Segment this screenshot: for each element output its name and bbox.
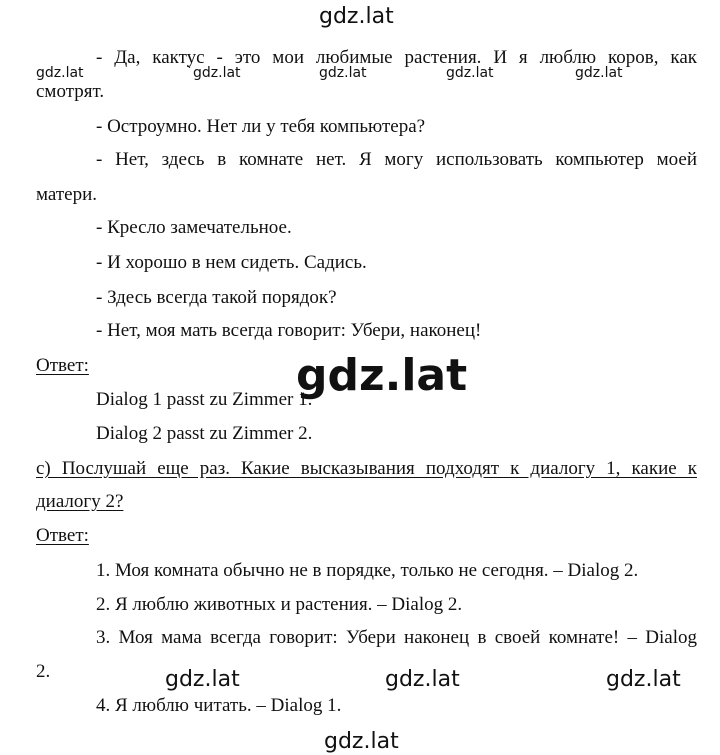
answer-label: Ответ: (36, 355, 89, 376)
dialog-line: - Остроумно. Нет ли у тебя компьютера? (96, 116, 426, 137)
dialog-line-continuation: смотрят. (36, 81, 105, 102)
answer-item: 4. Я люблю читать. – Dialog 1. (96, 695, 342, 716)
watermark-bottom-row: gdz.lat (385, 667, 460, 692)
watermark-small: gdz.lat (446, 65, 494, 81)
answer-item: Dialog 1 passt zu Zimmer 1. (96, 389, 313, 410)
answer-item: 1. Моя комната обычно не в порядке, только не сегодня. – Dialog 2. (96, 560, 639, 581)
answer-item-continuation: 2. (36, 661, 51, 682)
answer-item: 2. Я люблю животных и растения. – Dialog 2. (96, 594, 463, 615)
watermark-bottom: gdz.lat (324, 729, 399, 754)
dialog-line: - Нет, моя мать всегда говорит: Убери, наконец! (96, 320, 482, 341)
answer-label: Ответ: (36, 525, 89, 546)
dialog-line: - Нет, здесь в комнате нет. Я могу использовать компьютер моей (96, 149, 697, 170)
dialog-line: - И хорошо в нем сидеть. Садись. (96, 252, 367, 273)
watermark-small: `gdz.lat (186, 65, 241, 81)
task-heading-continuation: диалогу 2? (36, 491, 124, 512)
watermark-small: gdz.lat (319, 65, 367, 81)
watermark-small: gdz.lat (575, 65, 623, 81)
watermark-bottom-row: gdz.lat (165, 667, 240, 692)
dialog-line-continuation: матери. (36, 184, 97, 205)
watermark-top: gdz.lat (319, 4, 394, 29)
task-heading: с) Послушай еще раз. Какие высказывания подходят к диалогу 1, какие к (36, 458, 697, 479)
watermark-small: gdz.lat (36, 65, 84, 81)
watermark-bottom-row: gdz.lat (606, 667, 681, 692)
answer-item: 3. Моя мама всегда говорит: Убери наконец в своей комнате! – Dialog (96, 627, 697, 648)
dialog-line: - Да, кактус - это мои любимые растения. И я люблю коров, как (96, 47, 697, 68)
dialog-line: - Кресло замечательное. (96, 217, 292, 238)
watermark-center: gdz.lat (296, 350, 468, 401)
dialog-line: - Здесь всегда такой порядок? (96, 287, 337, 308)
answer-item: Dialog 2 passt zu Zimmer 2. (96, 423, 313, 444)
